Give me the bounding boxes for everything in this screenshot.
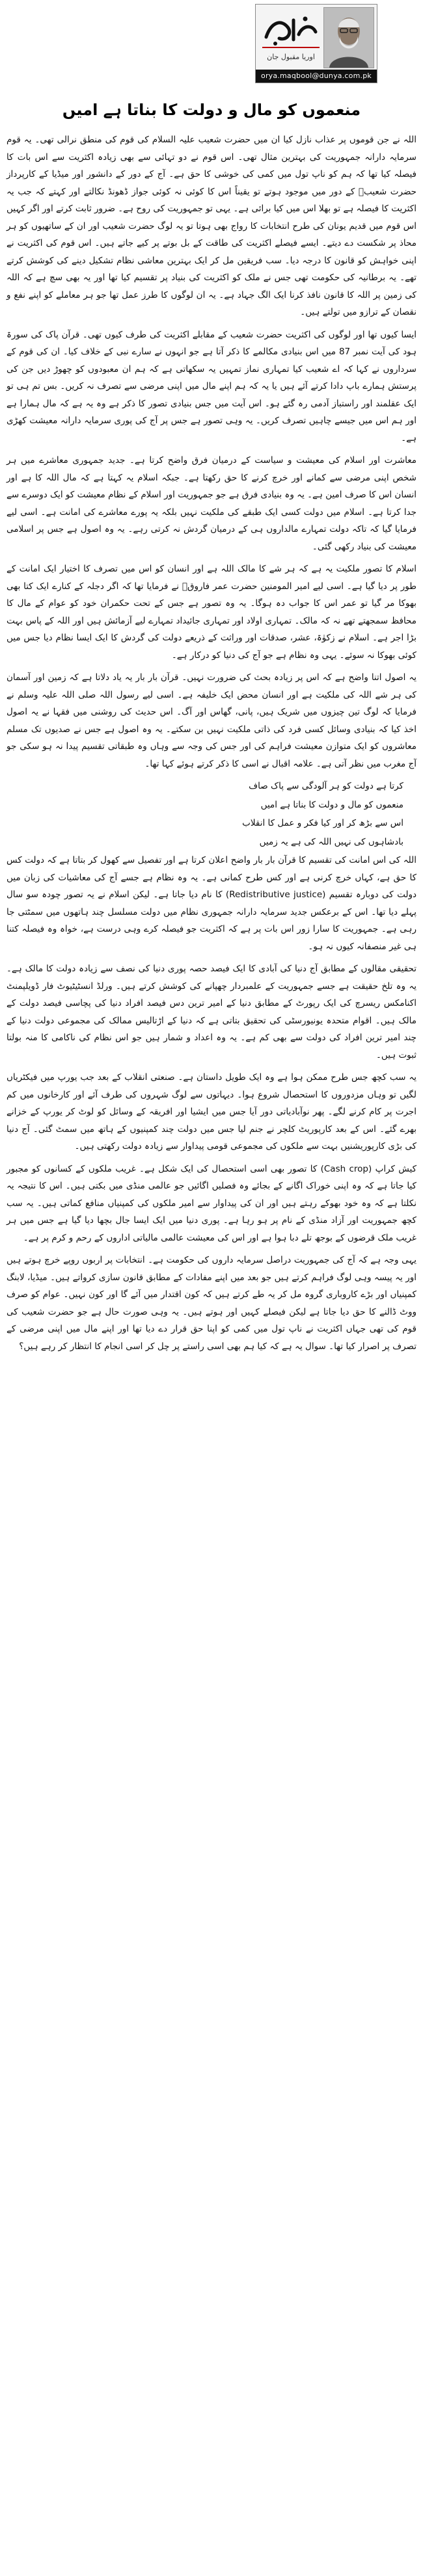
poetry-verse: بادشاہوں کی نہیں اللہ کی ہے یہ زمیں xyxy=(259,836,403,847)
column-logo xyxy=(260,8,322,51)
poetry-verse: اس سے بڑھ کر اور کیا فکر و عمل کا انقلاب xyxy=(242,818,403,828)
author-photo xyxy=(323,7,374,68)
column-logo-mark xyxy=(260,8,322,51)
author-byline: اوریا مقبول جان xyxy=(267,53,315,61)
author-portrait-icon xyxy=(324,8,374,68)
paragraph: ایسا کیوں تھا اور لوگوں کی اکثریت حضرت شعیب کے مقابلے اکثریت کی طرف کیوں تھی۔ قرآن پاک کی سورۃ ہود کی آیت نمبر 87 میں اس بنیادی مکالمے کا ذکر آتا ہے جو انہوں نے سارے نبی کے خلاف کیا۔ ان کی قوم کے سرداروں نے کہا کہ اے شعیب کیا تمہاری نماز تمہیں یہ سکھاتی ہے کہ ہم ان معبودوں کو چھوڑ دیں جن کی پرستش ہمارے باپ دادا کرتے آئے ہیں یا یہ کہ ہم اپنے مال میں اپنی مرضی سے تصرف نہ کریں۔ بس تم ہی تو ایک عقلمند اور راستباز آدمی رہ گئے ہو۔ اس آیت میں جس بنیادی تصور کا ذکر ہے وہ یہ ہے کہ مال ہمارا ہے اور ہم اس میں جیسے چاہیں تصرف کریں۔ یہ وہی تصور ہے جس پر آج کی پوری سرمایہ دارانہ معیشت کھڑی ہے۔ xyxy=(7,329,417,443)
poetry-verse: کرتا ہے دولت کو ہر آلودگی سے پاک صاف xyxy=(249,781,403,791)
column-headline: منعموں کو مال و دولت کا بناتا ہے امیں xyxy=(62,101,361,119)
paragraph: یہ سب کچھ جس طرح ممکن ہوا ہے وہ ایک طویل داستان ہے۔ صنعتی انقلاب کے بعد جب یورپ میں فیکٹریاں لگیں تو وہاں مزدوروں کا استحصال شروع ہوا۔ دیہاتوں سے لوگ شہروں کی طرف آئے اور کارخانوں میں کم اجرت پر کام کرنے لگے۔ پھر نوآبادیاتی دور آیا جس میں ایشیا اور افریقہ کے وسائل کو لوٹ کر یورپ کے خزانے بھرے گئے۔ اس کے بعد کارپوریٹ کلچر نے جنم لیا جس میں دولت چند کمپنیوں کے ہاتھ میں سمٹ گئی۔ آج دنیا کی بڑی کارپوریشنیں بہت سے ملکوں کی مجموعی قومی پیداوار سے زیادہ دولت رکھتی ہیں۔ xyxy=(7,1072,416,1151)
paragraph: اللہ کی اس امانت کی تقسیم کا قرآن بار بار واضح اعلان کرتا ہے اور تفصیل سے کھول کر بتاتا ہے کہ دولت کس کا حق ہے، کہاں خرچ کرنی ہے اور کس طرح کمانی ہے۔ یہ وہ نظام ہے جسے آج کی معاشیات کی زبان میں دولت کی دوبارہ تقسیم (Redistributive justice) کا نام دیا جاتا ہے۔ لیکن اسلام نے یہ تصور چودہ سو سال پہلے دیا تھا۔ اس کے برعکس جدید سرمایہ دارانہ جمہوری نظام میں دولت مسلسل چند ہاتھوں میں سمٹتی جا رہی ہے۔ جمہوریت کا سارا زور اس بات پر ہے کہ اکثریت جو فیصلہ کرے وہی درست ہے، خواہ وہ فیصلہ کتنا ہی غیر منصفانہ کیوں نہ ہو۔ xyxy=(7,855,417,952)
paragraph: تحقیقی مقالوں کے مطابق آج دنیا کی آبادی کا ایک فیصد حصہ پوری دنیا کی نصف سے زیادہ دولت کا مالک ہے۔ یہ وہ تلخ حقیقت ہے جسے جمہوریت کے علمبردار چھپانے کی کوشش کرتے ہیں۔ ورلڈ انسٹیٹیوٹ فار ڈویلپمنٹ اکنامکس ریسرچ کی ایک رپورٹ کے مطابق دنیا کے امیر ترین دس فیصد افراد دنیا کی پچاسی فیصد دولت کے مالک ہیں۔ اقوام متحدہ یونیورسٹی کی تحقیق بتاتی ہے کہ دنیا کے اڑتالیس ممالک کی مجموعی دولت دنیا کے چند امیر ترین افراد کی دولت سے بھی کم ہے۔ یہ وہ اعداد و شمار ہیں جو اس نظام کی ناکامی کا منہ بولتا ثبوت ہیں۔ xyxy=(7,964,416,1060)
paragraph: معاشرت اور اسلام کی معیشت و سیاست کے درمیان فرق واضح کرتا ہے۔ جدید جمہوری معاشرے میں ہر شخص اپنی مرضی سے کمانے اور خرچ کرنے کا حق رکھتا ہے۔ جبکہ اسلام یہ کہتا ہے کہ مال اللہ کا ہے اور انسان اس کا صرف امین ہے۔ یہ وہ بنیادی فرق ہے جو جمہوریت اور اسلام کے نظام معیشت کو ایک دوسرے سے جدا کرتا ہے۔ اسلام میں دولت کسی ایک طبقے کی ملکیت نہیں بلکہ یہ پورے معاشرے کی امانت ہے۔ اسی لیے فرمایا گیا کہ تاکہ دولت تمہارے مالداروں ہی کے درمیان گردش نہ کرتی رہے۔ یہ وہ اصول ہے جس پر اسلامی معیشت کی بنیاد رکھی گئی۔ xyxy=(7,455,416,552)
author-email[interactable]: orya.maqbool@dunya.com.pk xyxy=(256,70,377,83)
paragraph: اللہ نے جن قوموں پر عذاب نازل کیا ان میں حضرت شعیب علیہ السلام کی قوم کی منطق نرالی تھی۔ یہ قوم سرمایہ دارانہ جمہوریت کی بہترین مثال تھی۔ اس قوم نے دو تہائی سے بھی زیادہ اکثریت سے اس بات کا فیصلہ کیا تھا کہ ہم کو ناپ تول میں کمی کی خوشی کا حق ہے۔ آج کے دور کے دانشور اور میڈیا کے کارپرداز حضرت شعیبؑ کے دور میں موجود ہوتے تو یقیناً اس کا کوئی نہ کوئی جواز ڈھونڈ نکالتے اور کہتے کہ جب یہ اکثریت کا فیصلہ ہے تو بھلا اس میں کیا برائی ہے۔ یہی تو جمہوریت کی روح ہے۔ ضرور ثابت کرتے اور اگر کہیں اس قوم میں قدیم یونان کی طرح انتخابات کا رواج بھی ہوتا تو یہ لوگ حضرت شعیب اور ان کے ساتھیوں کو ہر محاذ پر شکست دے دیتے۔ ایسے فیصلے اکثریت کی طاقت کے بل بوتے پر کیے جاتے ہیں۔ اس قوم کی اکثریت نے اپنی خواہش کو قانون کا درجہ دیا۔ سب فریقین مل کر ایک بہترین معاشی نظام تشکیل دینے کی کوشش کرتے تھے۔ یہ برطانیہ کی حکومت تھی جس نے ملک کو اکثریت کی بنیاد پر تقسیم کیا تھا اور یہ بھی سچ ہے کہ اللہ کی زمین پر اللہ کا قانون نافذ کرنا ایک الگ جہاد ہے۔ یہ ان لوگوں کا طرز عمل تھا جو ہر معاملے کو اپنے نفع و نقصان کے ترازو میں تولتے ہیں۔ xyxy=(7,135,416,317)
paragraph: یہ اصول اتنا واضح ہے کہ اس پر زیادہ بحث کی ضرورت نہیں۔ قرآن بار بار یہ یاد دلاتا ہے کہ زمین اور آسمان کی ہر شے اللہ کی ملکیت ہے اور انسان محض ایک خلیفہ ہے۔ اسی لیے رسول اللہ صلی اللہ علیہ وسلم نے فرمایا کہ لوگ تین چیزوں میں شریک ہیں، پانی، گھاس اور آگ۔ اس حدیث کی روشنی میں فقہا نے یہ اصول اخذ کیا کہ بنیادی وسائل کسی فرد کی ذاتی ملکیت نہیں بن سکتے۔ یہ وہ اصول ہے جس نے صدیوں تک مسلم معاشروں کو ایک متوازن معیشت فراہم کی اور جس کی وجہ سے وہاں وہ طبقاتی تقسیم پیدا نہ ہو سکی جو آج مغرب میں نظر آتی ہے۔ علامہ اقبال نے اسی کا ذکر کرتے ہوئے کہا تھا۔ xyxy=(7,672,416,769)
masthead xyxy=(7,4,416,95)
paragraph: کیش کراپ (Cash crop) کا تصور بھی اسی استحصال کی ایک شکل ہے۔ غریب ملکوں کے کسانوں کو مجبور کیا جاتا ہے کہ وہ اپنی خوراک اگانے کے بجائے وہ فصلیں اگائیں جو عالمی منڈی میں بکتی ہیں۔ اس کا نتیجہ یہ نکلتا ہے کہ وہ خود بھوکے رہتے ہیں اور ان کی پیداوار سے امیر ملکوں کی کمپنیاں منافع کماتی ہیں۔ یہ سب کچھ جمہوریت اور آزاد منڈی کے نام پر ہو رہا ہے۔ پوری دنیا میں ایک ایسا جال بچھا دیا گیا ہے جس میں ہر غریب ملک قرضوں کے بوجھ تلے دبا ہوا ہے اور اس کی معیشت عالمی مالیاتی اداروں کے رحم و کرم پر ہے۔ xyxy=(7,1163,417,1243)
poetry-verse: منعموں کو مال و دولت کا بناتا ہے امیں xyxy=(260,799,403,810)
author-box xyxy=(255,4,377,83)
paragraph: اسلام کا تصور ملکیت یہ ہے کہ ہر شے کا مالک اللہ ہے اور انسان کو اس میں تصرف کا اختیار ایک امانت کے طور پر دیا گیا ہے۔ اسی لیے امیر المومنین حضرت عمر فاروقؓ نے فرمایا تھا کہ اگر دجلہ کے کنارے ایک کتا بھی بھوکا مر گیا تو عمر اس کا جواب دہ ہوگا۔ یہ وہ تصور ہے جس کے تحت حکمران خود کو عوام کے مال کا محافظ سمجھتے تھے نہ کہ مالک۔ تمہاری اولاد اور تمہاری جائیداد تمہارے لیے آزمائش ہیں اور اللہ کے پاس بہت بڑا اجر ہے۔ اسلام نے زکوٰۃ، عشر، صدقات اور وراثت کے ذریعے دولت کی گردش کا ایک ایسا نظام دیا جس میں کوئی بھوکا نہ سوئے۔ یہی وہ نظام ہے جو آج کی دنیا کو درکار ہے۔ xyxy=(7,564,416,661)
paragraph: یہی وجہ ہے کہ آج کی جمہوریت دراصل سرمایہ داروں کی حکومت ہے۔ انتخابات پر اربوں روپے خرچ ہوتے ہیں اور یہ پیسہ وہی لوگ فراہم کرتے ہیں جو بعد میں اپنے مفادات کے مطابق قانون سازی کرواتے ہیں۔ میڈیا، لابنگ کمپنیاں اور بڑے کاروباری گروہ مل کر یہ طے کرتے ہیں کہ کون اقتدار میں آئے گا اور کون نہیں۔ عوام کو صرف ووٹ ڈالنے کا حق دیا جاتا ہے لیکن فیصلے کہیں اور ہوتے ہیں۔ یہ وہی صورت حال ہے جو حضرت شعیب کی قوم کی تھی جہاں اکثریت نے ناپ تول میں کمی کو اپنا حق قرار دے دیا تھا اور اپنے مال میں اپنی مرضی کے تصرف پر اصرار کیا تھا۔ سوال یہ ہے کہ کیا ہم بھی اسی راستے پر چل کر اسی انجام کا انتظار کر رہے ہیں؟ xyxy=(7,1255,416,1352)
column-body xyxy=(7,131,416,1355)
